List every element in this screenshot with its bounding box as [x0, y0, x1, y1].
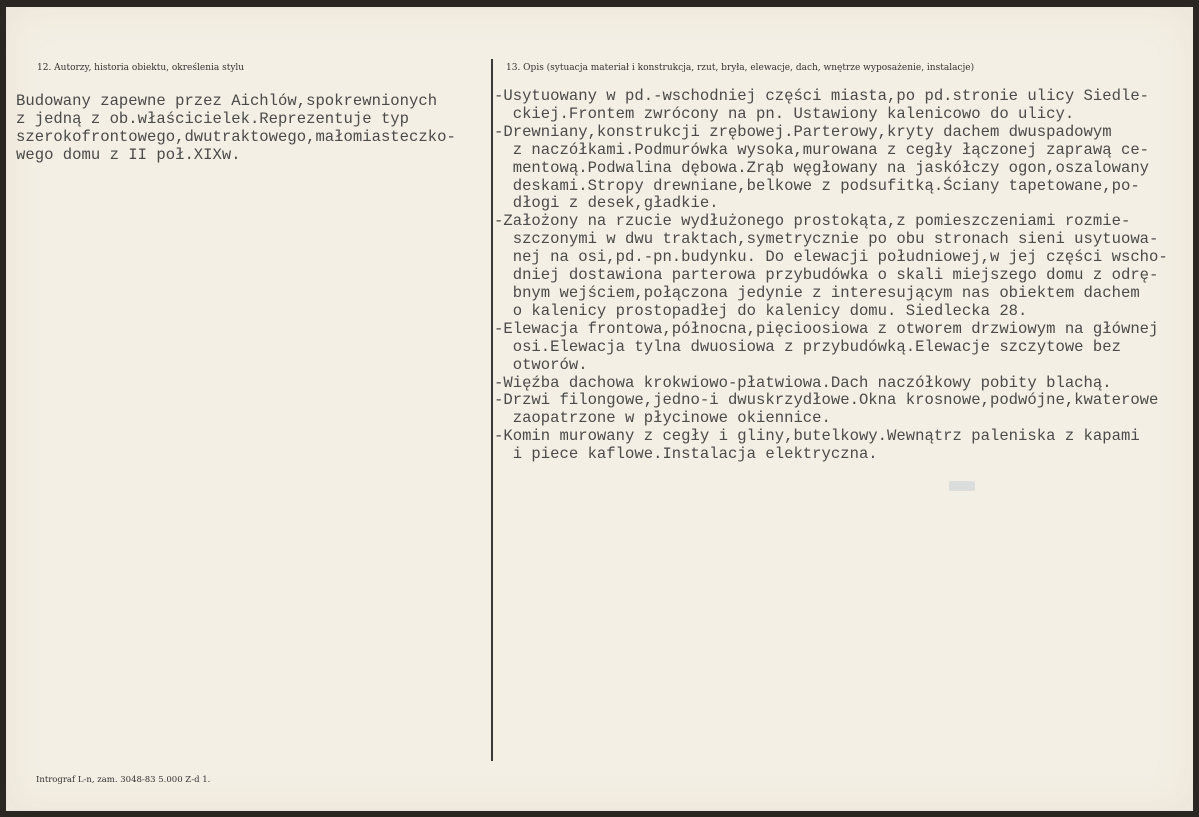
text-line: ckiej.Frontem zwrócony na pn. Ustawiony kalenicowo do ulicy.: [494, 104, 1075, 123]
inventory-card: [6, 7, 1193, 811]
text-line: o kalenicy prostopadłej do kalenicy domu. Siedlecka 28.: [494, 301, 1028, 320]
section-13-header: 13. Opis (sytuacja materiał i konstrukcja, rzut, bryła, elewacje, dach, wnętrze wyposażenie, instalacje): [506, 63, 975, 73]
text-line: dłogi z desek,gładkie.: [494, 194, 719, 213]
text-line: -Komin murowany z cegły i gliny,butelkowy.Wewnątrz paleniska z kapami: [494, 427, 1140, 446]
text-line: z jedną z ob.właścicielek.Reprezentuje typ: [16, 109, 410, 128]
text-line: otworów.: [494, 355, 588, 374]
text-line: -Więźba dachowa krokwiowo-płatwiowa.Dach naczółkowy pobity blachą.: [494, 373, 1112, 392]
section-12-header: 12. Autorzy, historia obiektu, określenia stylu: [37, 63, 245, 73]
text-line: szerokofrontowego,dwutraktowego,małomiasteczko-: [16, 127, 456, 146]
text-line: nej na osi,pd.-pn.budynku. Do elewacji południowej,w jej części wscho-: [494, 248, 1168, 267]
section-12-text: [16, 93, 456, 165]
text-line: osi.Elewacja tylna dwuosiowa z przybudówką.Elewacje szczytowe bez: [494, 337, 1121, 356]
text-line: -Usytuowany w pd.-wschodniej części miasta,po pd.stronie ulicy Siedle-: [494, 87, 1150, 105]
text-line: -Elewacja frontowa,północna,pięcioosiowa z otworem drzwiowym na głównej: [494, 319, 1159, 338]
text-line: szczonymi w dwu traktach,symetrycznie po obu stronach sieni usytuowa-: [494, 230, 1159, 249]
paper-smudge: [949, 481, 975, 491]
column-divider: [491, 59, 493, 761]
text-line: -Drewniany,konstrukcji zrębowej.Parterowy,kryty dachem dwuspadowym: [494, 122, 1112, 141]
printer-footer: Intrograf L-n, zam. 3048-83 5.000 Z-d 1.: [36, 775, 211, 785]
text-line: -Założony na rzucie wydłużonego prostokąta,z pomieszczeniami rozmie-: [494, 212, 1131, 231]
text-line: z naczółkami.Podmurówka wysoka,murowana z cegły łączonej zaprawą ce-: [494, 140, 1150, 159]
text-line: dniej dostawiona parterowa przybudówka o skali miejszego domu z odrę-: [494, 266, 1159, 285]
text-line: bnym wejściem,połączona jedynie z interesującym nas obiektem dachem: [494, 283, 1140, 302]
text-line: zaopatrzone w płycinowe okiennice.: [494, 409, 831, 428]
text-line: i piece kaflowe.Instalacja elektryczna.: [494, 445, 878, 464]
text-line: deskami.Stropy drewniane,belkowe z podsufitką.Ściany tapetowane,po-: [494, 176, 1140, 195]
text-line: -Drzwi filongowe,jedno-i dwuskrzydłowe.Okna krosnowe,podwójne,kwaterowe: [494, 391, 1159, 410]
text-line: wego domu z II poł.XIXw.: [16, 145, 241, 164]
section-13-text: [494, 88, 1168, 464]
text-line: Budowany zapewne przez Aichlów,spokrewnionych: [16, 92, 438, 110]
text-line: mentową.Podwalina dębowa.Zrąb węgłowany na jaskółczy ogon,oszalowany: [494, 158, 1150, 177]
